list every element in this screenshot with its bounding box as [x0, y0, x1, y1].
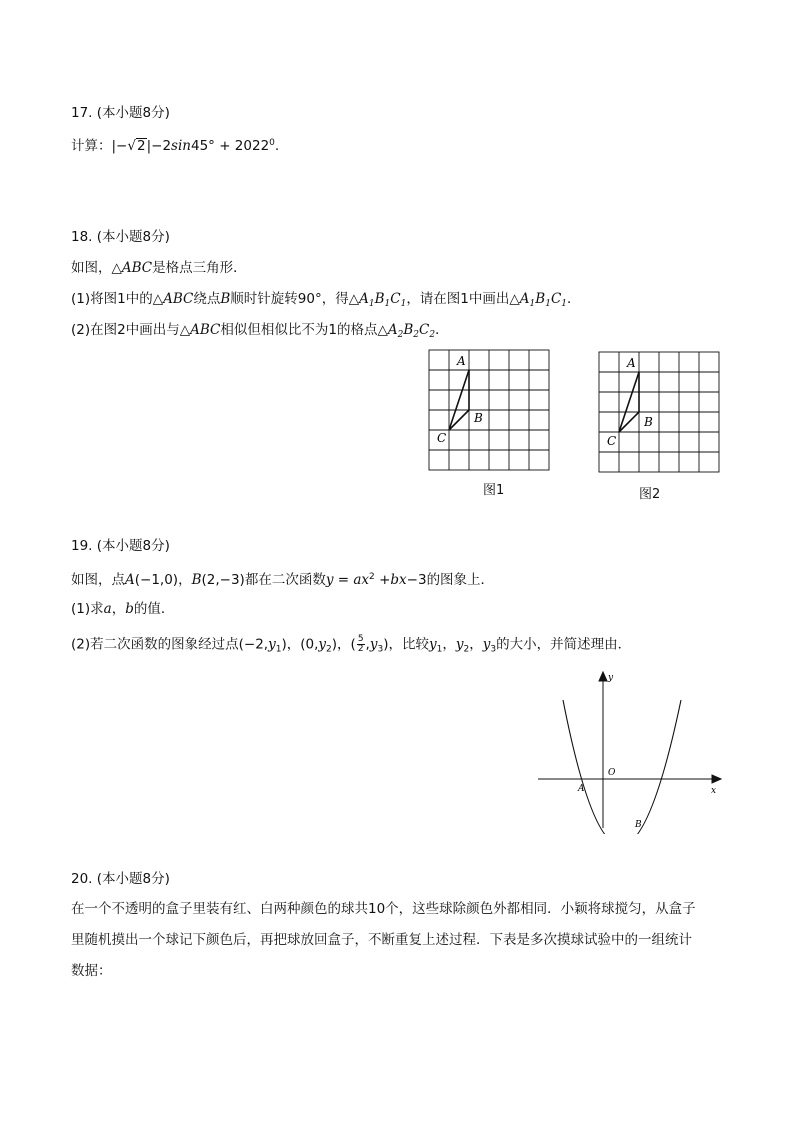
q20-line3: 数据： — [71, 963, 112, 979]
triangle-a2b2c2: $A_2B_2C_2$ — [387, 322, 436, 340]
q18-p1-text-4: ，请在图1中画出△ — [406, 291, 520, 307]
vertex-a-label-2: A — [627, 356, 636, 370]
angle-term: 45° + 2022 — [190, 138, 270, 154]
q18-header: 18. (本小题8分) — [71, 229, 170, 245]
fraction-5-2: $\frac{5}{2}$ — [357, 634, 364, 654]
q18-p1-text: (1)将图1中的△ — [71, 291, 164, 307]
q18-intro-text: 如图，△ — [71, 260, 122, 276]
point-b: B — [220, 291, 231, 307]
vertex-c-label-2: C — [607, 434, 617, 448]
point-a-label: A — [578, 784, 585, 794]
q17-prefix: 计算： — [71, 138, 112, 154]
q18-p1-text-3: 顺时针旋转90°，得△ — [230, 291, 360, 307]
triangle-abc: ABC — [163, 291, 194, 307]
vertex-a-label: A — [457, 354, 466, 368]
triangle-abc-shape-2 — [619, 372, 639, 432]
q18-p2-text-2: 相似但相似比不为1的格点△ — [220, 322, 388, 338]
q18-p1-end: ． — [567, 291, 581, 307]
q20-header: 20. (本小题8分) — [71, 871, 170, 887]
q19-part2: (2)若二次函数的图象经过点$(-2,y_1)$，$(0,y_2)$，( $\frac{5}{2}$ $,y_3$)，比较$y_1$，$y_2$，$y_3$的大小，并简述理由． — [71, 634, 632, 655]
q18-p2-text: (2)在图2中画出与△ — [71, 322, 191, 338]
figure-1-grid — [428, 349, 552, 473]
abs-close: |−2 — [146, 138, 172, 154]
q18-part1 — [71, 290, 581, 313]
point-a: A — [125, 572, 135, 588]
figure-2-grid — [598, 351, 722, 475]
exponent: 0 — [269, 138, 275, 148]
q20-line1: 在一个不透明的盒子里装有红、白两种颜色的球共10个，这些球除颜色外都相同．小颖将球搅匀，从盒子 — [71, 901, 696, 917]
figure-1-caption: 图1 — [483, 483, 505, 498]
point-b: B — [191, 572, 202, 588]
q20-line2: 里随机摸出一个球记下颜色后，再把球放回盒子，不断重复上述过程．下表是多次摸球试验中的一组统计 — [71, 932, 692, 948]
triangle-abc-shape — [449, 370, 469, 430]
q18-p2-end: ． — [435, 322, 449, 338]
q19-part1: (1)求a，b的值． — [71, 601, 175, 617]
figure-2-caption: 图2 — [639, 487, 661, 502]
x-axis-label: x — [711, 786, 717, 796]
q17-header: 17. (本小题8分) — [71, 105, 170, 121]
q18-p1-text-2: 绕点 — [193, 291, 221, 307]
q18-intro — [71, 259, 247, 277]
abs-open: |− — [111, 138, 128, 154]
triangle-abc: ABC — [121, 260, 153, 276]
triangle-a1b1c1: $A_1B_1C_1$ — [359, 291, 407, 309]
q17-expression: 计算：$|-√2|-2\sin 45^\circ + 2022^0$. — [71, 138, 280, 154]
triangle-abc: ABC — [190, 322, 221, 338]
x-axis-arrow-icon — [712, 775, 721, 783]
vertex-b-label-2: B — [644, 415, 653, 429]
vertex-c-label: C — [437, 431, 447, 445]
y-axis-label: y — [608, 673, 614, 683]
q19-intro: 如图，点A(−1,0)，B(2,−3)都在二次函数$y = ax^2 +bx-3$的图象上． — [71, 572, 495, 588]
origin-label: O — [608, 768, 616, 778]
q19-header: 19. (本小题8分) — [71, 538, 170, 554]
q17-end: . — [274, 138, 280, 154]
parabola-graph — [533, 664, 728, 834]
sqrt-argument: 2 — [136, 138, 146, 154]
sin-function: sin — [171, 138, 191, 154]
q18-intro-text-2: 是格点三角形． — [152, 260, 247, 276]
vertex-b-label: B — [474, 411, 483, 425]
triangle-a1b1c1-2: $A_1B_1C_1$ — [519, 291, 568, 309]
parabola-curve — [563, 700, 681, 834]
y-axis-arrow-icon — [599, 672, 607, 681]
point-b-label: B — [635, 820, 642, 830]
q18-part2 — [71, 321, 449, 344]
